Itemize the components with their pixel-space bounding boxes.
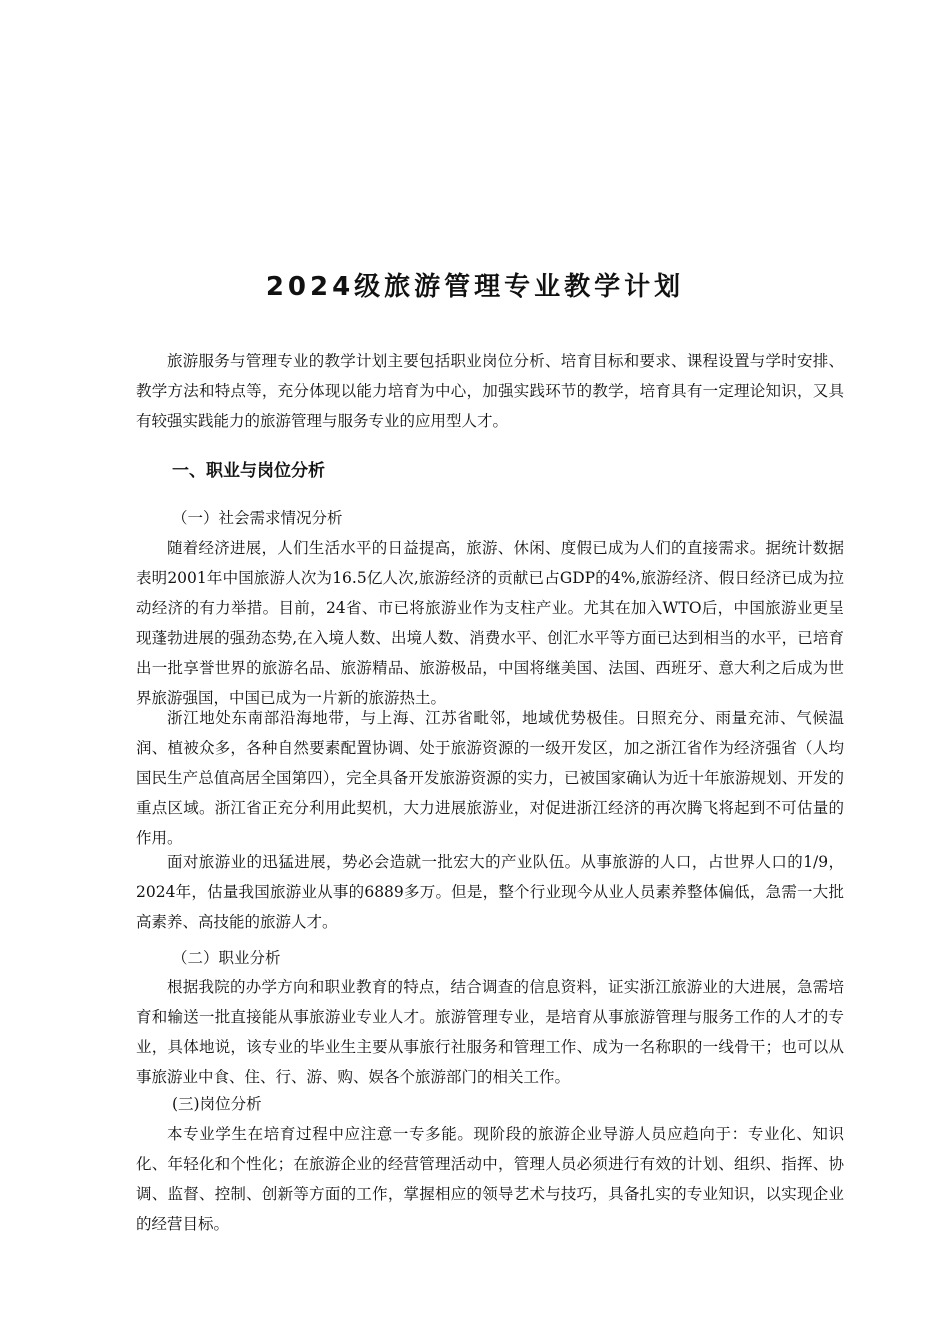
paragraph-position-analysis: 本专业学生在培育过程中应注意一专多能。现阶段的旅游企业导游人员应趋向于：专业化、知识化、年轻化和个性化；在旅游企业的经营管理活动中，管理人员必须进行有效的计划、组织、指挥、协调、监督、控制、创新等方面的工作，掌握相应的领导艺术与技巧，具备扎实的专业知识，以实现企业的经营目标。 — [136, 1125, 844, 1233]
subheading-career-analysis: （二）职业分析 — [172, 949, 281, 967]
intro-paragraph: 旅游服务与管理专业的教学计划主要包括职业岗位分析、培育目标和要求、课程设置与学时安排、教学方法和特点等，充分体现以能力培育为中心，加强实践环节的教学，培育具有一定理论知识，又具有较强实践能力的旅游管理与服务专业的应用型人才。 — [136, 352, 844, 430]
subheading-social-demand: （一）社会需求情况分析 — [172, 509, 343, 527]
section-heading-career-analysis: 一、职业与岗位分析 — [172, 461, 325, 481]
subheading-position-analysis: (三)岗位分析 — [172, 1095, 262, 1113]
paragraph-social-demand-3: 面对旅游业的迅猛进展，势必会造就一批宏大的产业队伍。从事旅游的人口，占世界人口的1/9，2024年，估量我国旅游业从事的6889多万。但是，整个行业现今从业人员素养整体偏低，急需一大批高素养、高技能的旅游人才。 — [136, 853, 844, 931]
paragraph-social-demand-2: 浙江地处东南部沿海地带，与上海、江苏省毗邻，地域优势极佳。日照充分、雨量充沛、气候温润、植被众多，各种自然要素配置协调、处于旅游资源的一级开发区，加之浙江省作为经济强省（人均国民生产总值高居全国第四），完全具备开发旅游资源的实力，已被国家确认为近十年旅游规划、开发的重点区域。浙江省正充分利用此契机，大力进展旅游业，对促进浙江经济的再次腾飞将起到不可估量的作用。 — [136, 709, 844, 847]
paragraph-career-analysis: 根据我院的办学方向和职业教育的特点，结合调查的信息资料，证实浙江旅游业的大进展，急需培育和输送一批直接能从事旅游业专业人才。旅游管理专业，是培育从事旅游管理与服务工作的人才的专业，具体地说，该专业的毕业生主要从事旅行社服务和管理工作、成为一名称职的一线骨干；也可以从事旅游业中食、住、行、游、购、娱各个旅游部门的相关工作。 — [136, 978, 844, 1086]
document-title: 2024级旅游管理专业教学计划 — [265, 272, 685, 302]
paragraph-social-demand-1: 随着经济进展，人们生活水平的日益提高，旅游、休闲、度假已成为人们的直接需求。据统计数据表明2001年中国旅游人次为16.5亿人次,旅游经济的贡献已占GDP的4%,旅游经济、假日经济已成为拉动经济的有力举措。目前，24省、市已将旅游业作为支柱产业。尤其在加入WTO后，中国旅游业更呈现蓬勃进展的强劲态势,在入境人数、出境人数、消费水平、创汇水平等方面已达到相当的水平，已培育出一批享誉世界的旅游名品、旅游精品、旅游极品，中国将继美国、法国、西班牙、意大利之后成为世界旅游强国，中国已成为一片新的旅游热土。 — [136, 539, 844, 707]
